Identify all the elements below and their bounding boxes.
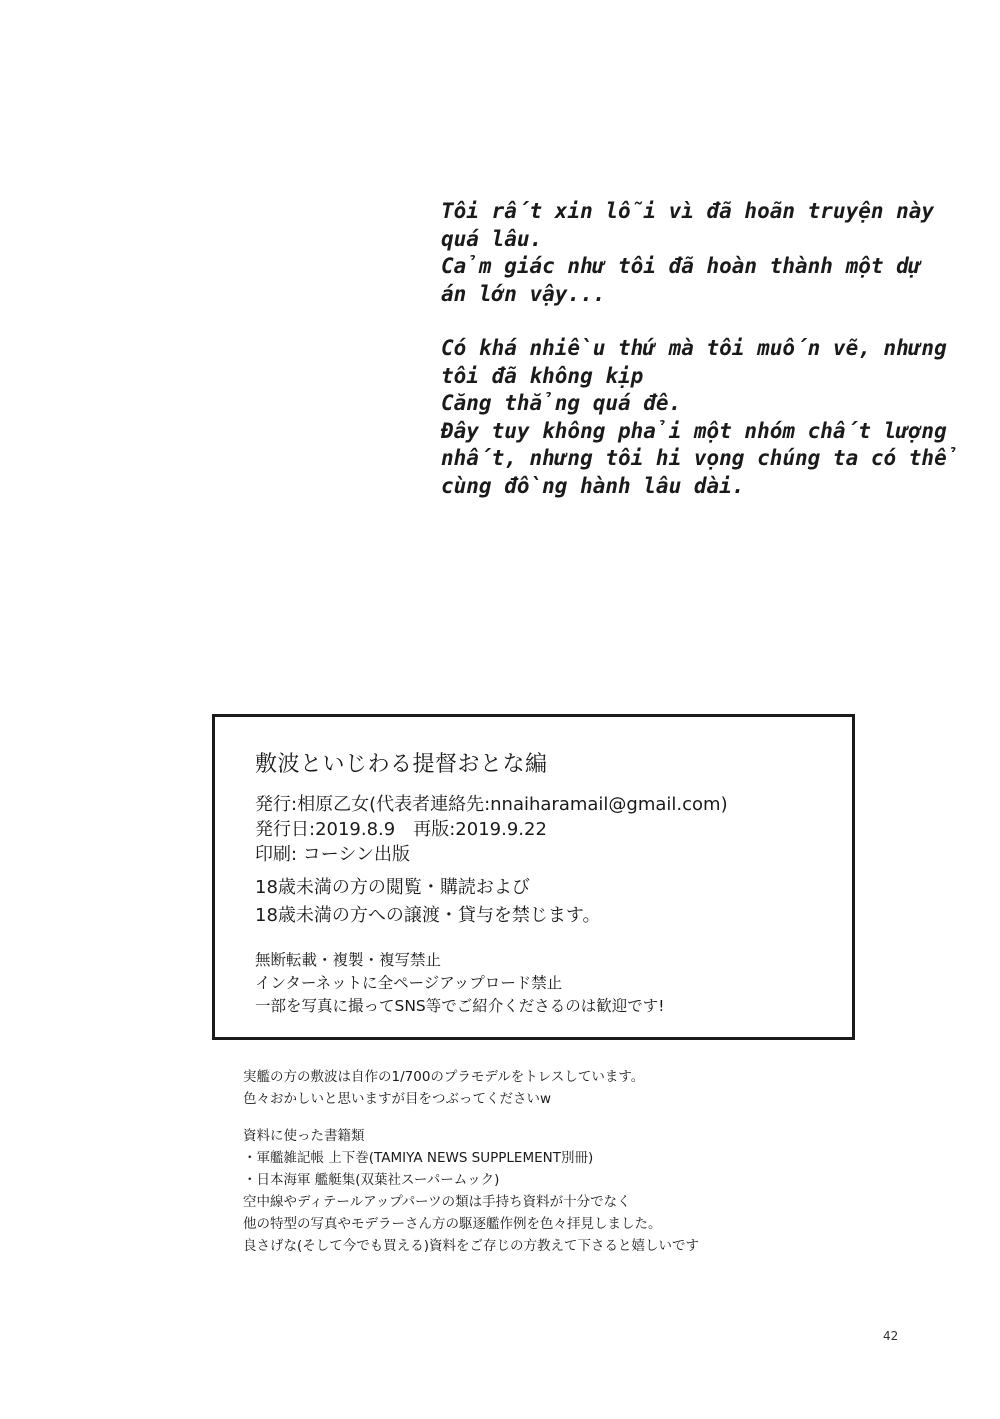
age-notice-line: 18歳未満の方への譲渡・貸与を禁じます。	[255, 905, 601, 926]
reference-list	[243, 1125, 699, 1257]
afterword	[243, 1066, 699, 1257]
translator-note-line: Tôi rất xin lỗi vì đã hoãn truyện này	[441, 199, 935, 223]
reference-line: 空中線やディテールアップパーツの類は手持ち資料が十分でなく	[243, 1194, 631, 1210]
translator-note-line: tôi đã không kịp	[441, 363, 644, 388]
afterword-line: 実艦の方の敷波は自作の1/700のプラモデルをトレスしています。	[243, 1069, 645, 1085]
translator-note-line: nhất, nhưng tôi hi vọng chúng ta có thể	[441, 446, 960, 470]
copyright-line: 無断転載・複製・複写禁止	[255, 951, 442, 969]
translator-note-line: quá lâu.	[441, 226, 543, 251]
afterword-line: 色々おかしいと思いますが目をつぶってくださいw	[243, 1091, 552, 1107]
translator-note	[441, 198, 971, 500]
page-number: 42	[883, 1329, 899, 1343]
book-title: 敷波といじわる提督おとな編	[255, 752, 548, 777]
translator-note-line: Đây tuy không phải một nhóm chất lượng	[441, 418, 947, 443]
translator-note-line: Căng thẳng quá đê.	[441, 391, 682, 415]
publisher-line: 発行:相原乙女(代表者連絡先:nnaiharamail@gmail.com)	[255, 794, 728, 815]
translator-note-line: Có khá nhiều thứ mà tôi muốn vẽ, nhưng	[441, 336, 947, 360]
copyright-line: インターネットに全ページアップロード禁止	[255, 974, 563, 992]
age-notice-line: 18歳未満の方の閲覧・購読および	[255, 877, 530, 898]
reference-line: ・日本海軍 艦艇集(双葉社スーパームック)	[243, 1172, 500, 1188]
reference-line: 良さげな(そして今でも買える)資料をご存じの方教えて下さると嬉しいです	[243, 1238, 700, 1254]
afterword-intro	[243, 1066, 699, 1110]
publication-info	[255, 792, 728, 867]
release-date-line: 発行日:2019.8.9 再版:2019.9.22	[255, 819, 547, 840]
reference-line: ・軍艦雑記帳 上下巻(TAMIYA NEWS SUPPLEMENT別冊)	[243, 1150, 594, 1166]
translator-note-line: Cảm giác như tôi đã hoàn thành một dự	[441, 254, 922, 278]
printer-line: 印刷: コーシン出版	[255, 844, 410, 865]
paragraph-gap	[441, 308, 971, 335]
copyright-line: 一部を写真に撮ってSNS等でご紹介くださるのは歓迎です!	[255, 997, 665, 1015]
translator-note-line: án lớn vậy...	[441, 281, 606, 306]
reference-line: 他の特型の写真やモデラーさん方の駆逐艦作例を色々拝見しました。	[243, 1216, 662, 1232]
age-restriction-notice	[255, 874, 600, 930]
translator-note-line: cùng đồng hành lâu dài.	[441, 473, 745, 498]
colophon-box	[212, 714, 855, 1040]
reference-line: 資料に使った書籍類	[243, 1128, 365, 1144]
copyright-notice	[255, 949, 665, 1018]
